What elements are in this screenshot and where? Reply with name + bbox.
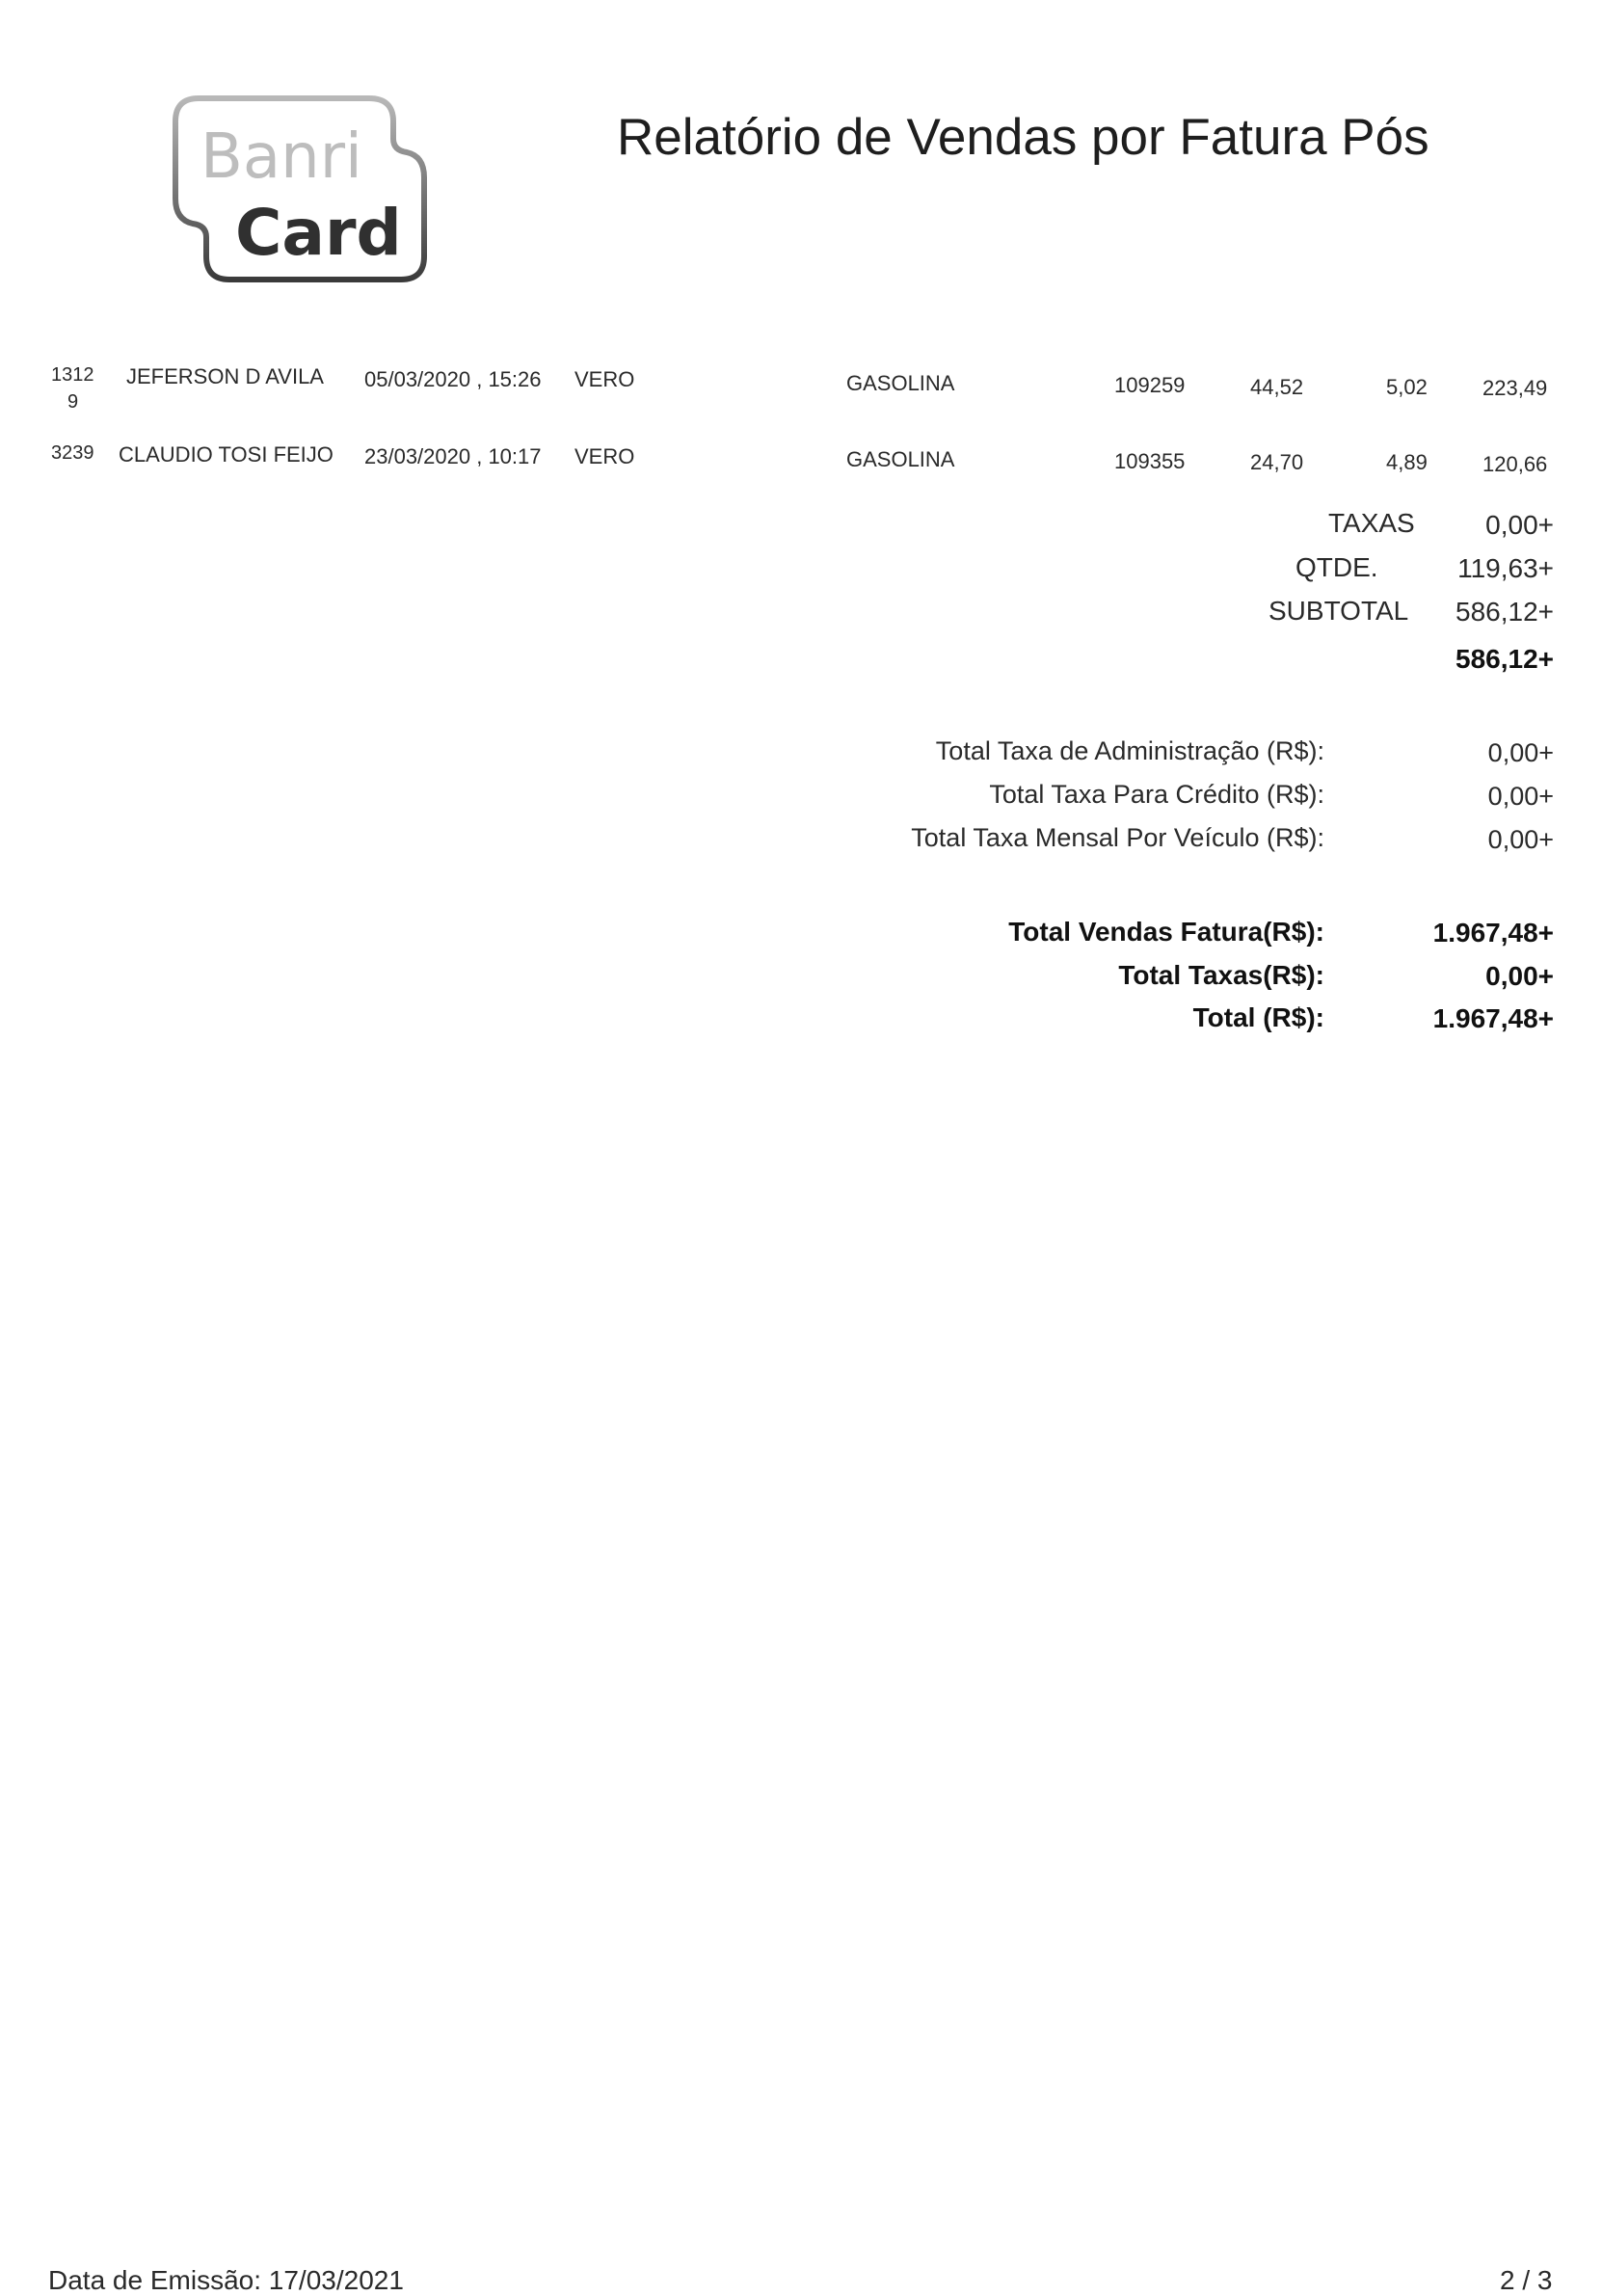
row-doc-number: 109355 <box>1114 449 1186 473</box>
row-unit-price: 4,89 <box>1386 450 1428 474</box>
row-total: 120,66 <box>1482 452 1548 476</box>
row-product: GASOLINA <box>846 447 955 471</box>
emission-date: Data de Emissão: 17/03/2021 <box>48 2265 404 2295</box>
row-datetime: 05/03/2020 , 15:26 <box>364 367 542 391</box>
banricard-logo <box>172 93 430 285</box>
fee-vehicle-value: 0,00+ <box>1487 825 1554 854</box>
row-unit-price: 5,02 <box>1386 375 1428 399</box>
row-quantity: 44,52 <box>1250 375 1304 399</box>
row-datetime: 23/03/2020 , 10:17 <box>364 444 542 468</box>
fee-credit-label: Total Taxa Para Crédito (R$): <box>989 780 1324 809</box>
page-title: Relatório de Vendas por Fatura Pós <box>617 109 1429 166</box>
row-vehicle: VERO <box>574 444 635 468</box>
row-quantity: 24,70 <box>1250 450 1304 474</box>
row-doc-number: 109259 <box>1114 373 1186 397</box>
grand-total-value: 1.967,48+ <box>1432 1003 1554 1033</box>
subtotal-label: SUBTOTAL <box>1268 596 1409 626</box>
total-fees-label: Total Taxas(R$): <box>1118 960 1324 990</box>
row-code-continuation: 9 <box>67 391 79 413</box>
grand-total-label: Total (R$): <box>1192 1002 1324 1032</box>
grand-subtotal-value: 586,12+ <box>1455 644 1554 674</box>
qtde-value: 119,63+ <box>1457 553 1554 583</box>
row-product: GASOLINA <box>846 371 955 395</box>
logo-word-banri: Banri <box>200 121 362 193</box>
total-sales-label: Total Vendas Fatura(R$): <box>1008 917 1324 947</box>
row-code: 3239 <box>51 442 94 464</box>
fee-admin-value: 0,00+ <box>1487 738 1554 767</box>
logo-word-card: Card <box>235 196 402 270</box>
qtde-label: QTDE. <box>1295 552 1378 582</box>
row-driver: JEFERSON D AVILA <box>126 364 324 388</box>
taxas-label: TAXAS <box>1328 508 1415 538</box>
row-total: 223,49 <box>1482 376 1548 400</box>
fee-credit-value: 0,00+ <box>1487 782 1554 811</box>
fee-admin-label: Total Taxa de Administração (R$): <box>935 736 1324 765</box>
total-fees-value: 0,00+ <box>1485 961 1554 991</box>
subtotal-value: 586,12+ <box>1455 597 1554 627</box>
row-vehicle: VERO <box>574 367 635 391</box>
row-code: 1312 <box>51 364 94 386</box>
page-number: 2 / 3 <box>1500 2265 1553 2295</box>
total-sales-value: 1.967,48+ <box>1432 918 1554 948</box>
row-driver: CLAUDIO TOSI FEIJO <box>119 442 334 467</box>
taxas-value: 0,00+ <box>1485 510 1554 540</box>
banricard-logo-graphic <box>172 93 430 285</box>
fee-vehicle-label: Total Taxa Mensal Por Veículo (R$): <box>911 823 1324 852</box>
